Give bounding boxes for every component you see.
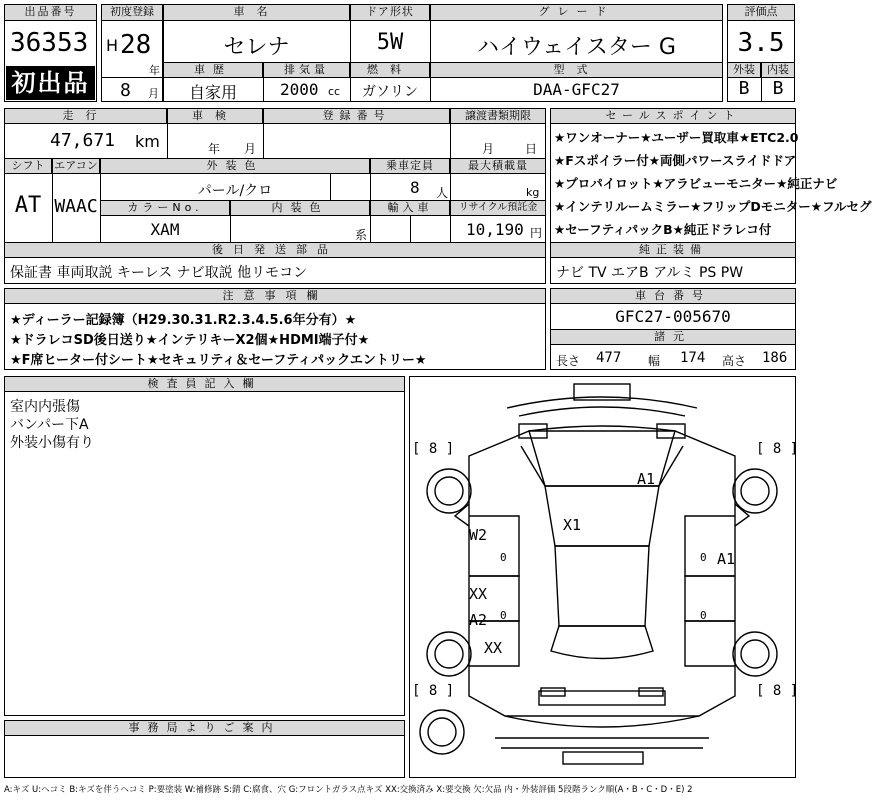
transfer-day-unit: 日 bbox=[525, 142, 538, 156]
sales-point-2: ★Fスポイラー付★両側パワースライドドア bbox=[554, 153, 797, 168]
year-unit: 年 bbox=[149, 64, 160, 77]
damage-left-rear-quarter: XX bbox=[484, 639, 503, 657]
model-value: DAA-GFC27 bbox=[533, 80, 620, 99]
lot-label: 出品番号 bbox=[4, 4, 97, 21]
import-label: 輸入車 bbox=[370, 200, 450, 216]
height-label: 高さ bbox=[722, 354, 747, 368]
first-time-badge: 初出品 bbox=[6, 66, 95, 100]
mileage-label: 走行 bbox=[4, 108, 167, 124]
exterior-grade-label: 外装 bbox=[727, 62, 761, 78]
first-reg-label: 初度登録 bbox=[101, 4, 163, 21]
inspector-line-3: 外装小傷有り bbox=[10, 435, 94, 451]
month-unit: 月 bbox=[148, 87, 159, 100]
interior-color-label: 内装色 bbox=[230, 200, 370, 216]
aircon-label: エアコン bbox=[52, 158, 100, 174]
first-reg-year: 28 bbox=[120, 30, 152, 60]
inspection-month-unit: 月 bbox=[244, 142, 257, 156]
sales-point-5: ★セーフティパックB★純正ドラレコ付 bbox=[554, 222, 772, 237]
displacement-label: 排気量 bbox=[263, 62, 350, 78]
model-label: 型式 bbox=[430, 62, 723, 78]
office-label: 事務局よりご案内 bbox=[4, 720, 405, 736]
width-value: 174 bbox=[680, 350, 706, 366]
recycle-value: 10,190 bbox=[466, 220, 524, 239]
shift-value: AT bbox=[14, 193, 42, 218]
legend-text: A:キズ U:ヘコミ B:キズを伴うヘコミ P:要塗装 W:補修跡 S:錆 C:腐食、穴 G:フロントガラス点キズ XX:交換済み X:要交換 欠:欠品 内・外装評価 5段階ランク順(A・B・C・D・E) 2 bbox=[4, 785, 693, 795]
inspector-line-2: バンパー下A bbox=[10, 417, 89, 433]
door-label: ドア形状 bbox=[350, 4, 430, 21]
width-label: 幅 bbox=[648, 354, 661, 368]
displacement-unit: cc bbox=[328, 85, 341, 98]
history-value: 自家用 bbox=[188, 83, 237, 102]
genuine-equipment-label: 純正装備 bbox=[550, 242, 796, 258]
car-name-label: 車名 bbox=[163, 4, 350, 21]
fuel-label: 燃料 bbox=[350, 62, 430, 78]
car-outline-diagram bbox=[409, 376, 799, 778]
first-reg-era: H bbox=[106, 36, 119, 55]
damage-left-rear-door-2: A2 bbox=[469, 611, 488, 629]
color-no-label: カラーNo. bbox=[100, 200, 230, 216]
damage-left-front-door: W2 bbox=[469, 526, 488, 544]
lot-number: 36353 bbox=[10, 28, 89, 58]
inspection-year-unit: 年 bbox=[208, 142, 221, 156]
car-name-value: セレナ bbox=[223, 35, 290, 60]
mileage-value: 47,671 bbox=[50, 130, 116, 151]
color-value: パール/クロ bbox=[197, 183, 273, 199]
tire-rear-left-depth: [ 8 ] bbox=[412, 683, 455, 699]
damage-left-rear-door-1: XX bbox=[469, 585, 488, 603]
color-no-value: XAM bbox=[150, 220, 180, 239]
zero-mark-left-rear: 0 bbox=[500, 609, 507, 622]
score-label: 評価点 bbox=[727, 4, 795, 21]
note-line-1: ★ディーラー記録簿（H29.30.31.R2.3.4.5.6年分有）★ bbox=[10, 313, 357, 328]
fuel-value: ガソリン bbox=[362, 84, 418, 100]
transfer-month-unit: 月 bbox=[482, 142, 495, 156]
grade-label: グレード bbox=[430, 4, 723, 21]
tire-front-left-depth: [ 8 ] bbox=[412, 441, 455, 457]
history-label: 車歴 bbox=[163, 62, 263, 78]
door-value: 5W bbox=[376, 30, 404, 55]
recycle-unit: 円 bbox=[530, 226, 543, 240]
load-unit: kg bbox=[526, 186, 540, 199]
first-reg-month: 8 bbox=[120, 80, 131, 101]
later-parts-value: 保証書 車両取説 キーレス ナビ取説 他リモコン bbox=[10, 265, 308, 281]
zero-mark-right-rear: 0 bbox=[700, 609, 707, 622]
chassis-label: 車台番号 bbox=[550, 288, 796, 304]
note-line-3: ★F席ヒーター付シート★セキュリティ＆セーフティパックエントリー★ bbox=[10, 353, 427, 368]
score-value: 3.5 bbox=[737, 28, 785, 58]
load-label: 最大積載量 bbox=[450, 158, 546, 174]
aircon-value: WAAC bbox=[54, 196, 98, 217]
inspection-label: 車検 bbox=[167, 108, 263, 124]
notes-label: 注意事項欄 bbox=[4, 288, 546, 304]
specs-label: 諸元 bbox=[550, 329, 796, 345]
sales-points-label: セールスポイント bbox=[550, 108, 796, 124]
grade-value: ハイウェイスター G bbox=[477, 35, 676, 60]
interior-grade-label: 内装 bbox=[761, 62, 795, 78]
sales-point-3: ★プロパイロット★アラビューモニター★純正ナビ bbox=[554, 176, 838, 191]
damage-windshield: X1 bbox=[563, 516, 582, 534]
chassis-value: GFC27-005670 bbox=[615, 307, 731, 326]
tire-rear-right-depth: [ 8 ] bbox=[756, 683, 799, 699]
exterior-grade-value: B bbox=[738, 78, 750, 99]
displacement-value: 2000 bbox=[280, 80, 319, 99]
inspector-label: 検査員記入欄 bbox=[4, 376, 405, 392]
inspector-line-1: 室内内張傷 bbox=[10, 399, 80, 415]
capacity-unit: 人 bbox=[436, 186, 449, 200]
zero-mark-right-front: 0 bbox=[700, 551, 707, 564]
length-value: 477 bbox=[596, 350, 622, 366]
damage-hood: A1 bbox=[637, 470, 656, 488]
capacity-value: 8 bbox=[410, 178, 420, 197]
zero-mark-left-front: 0 bbox=[500, 551, 507, 564]
note-line-2: ★ドラレコSD後日送り★インテリキーX2個★HDMI端子付★ bbox=[10, 333, 370, 348]
sales-point-4: ★インテリルームミラー★フリップDモニター★フルセグ bbox=[554, 199, 872, 214]
damage-right-front-door: A1 bbox=[717, 550, 736, 568]
plate-label: 登録番号 bbox=[263, 108, 450, 124]
tire-front-right-depth: [ 8 ] bbox=[756, 441, 799, 457]
interior-color-unit: 系 bbox=[355, 228, 368, 242]
mileage-unit: km bbox=[135, 132, 160, 151]
genuine-equipment-value: ナビ TV エアB アルミ PS PW bbox=[556, 265, 744, 281]
capacity-label: 乗車定員 bbox=[370, 158, 450, 174]
color-label: 外装色 bbox=[100, 158, 370, 174]
transfer-label: 譲渡書類期限 bbox=[450, 108, 546, 124]
later-parts-label: 後日発送部品 bbox=[4, 242, 546, 258]
length-label: 長さ bbox=[556, 354, 581, 368]
recycle-label: リサイクル預託金 bbox=[450, 200, 546, 216]
shift-label: シフト bbox=[4, 158, 52, 174]
height-value: 186 bbox=[762, 350, 788, 366]
interior-grade-value: B bbox=[772, 78, 784, 99]
sales-point-1: ★ワンオーナー★ユーザー買取車★ETC2.0 bbox=[554, 130, 799, 145]
